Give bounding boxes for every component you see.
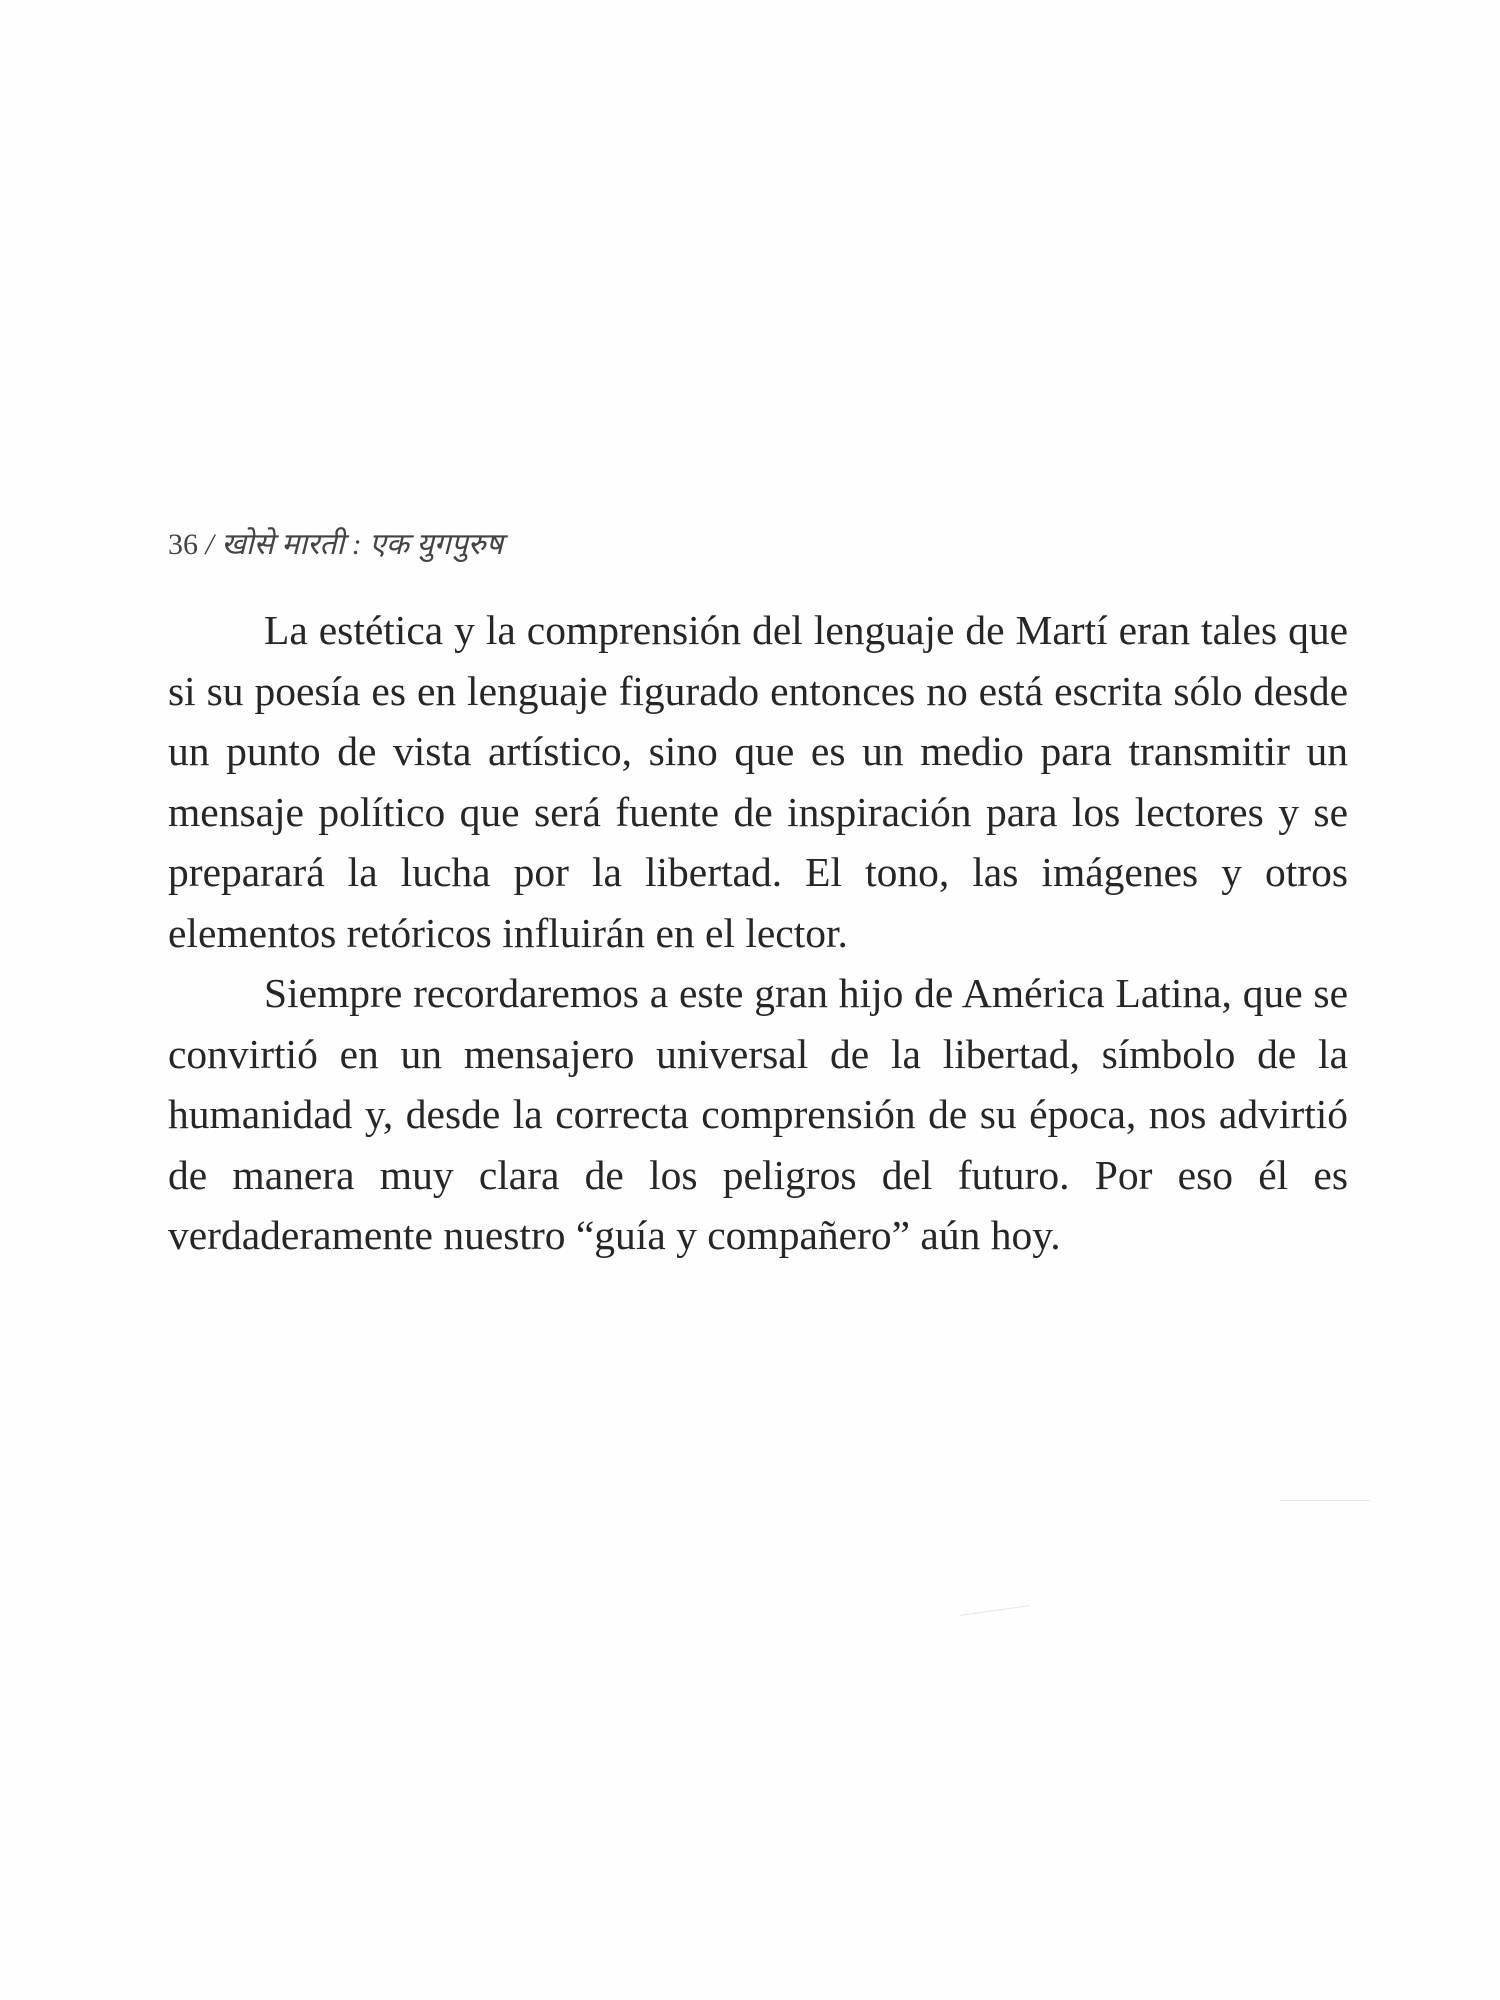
running-header	[168, 522, 503, 563]
page-number: 36	[168, 528, 198, 561]
paragraph-1: La estética y la comprensión del lenguaje de Martí eran tales que si su poesía es en lenguaje figurado entonces no está escrita sólo desde un punto de vista artístico, sino que es un medio para transmitir un mensaje político que será fuente de inspiración para los lectores y se preparará la lucha por la libertad. El tono, las imágenes y otros elementos retóricos influirán en el lector.	[168, 607, 1348, 956]
header-separator: /	[198, 528, 222, 561]
body-text	[168, 600, 1348, 1266]
running-title: खोसे मारती : एक युगपुरुष	[221, 528, 504, 561]
paragraph-2: Siempre recordaremos a este gran hijo de América Latina, que se convirtió en un mensajero universal de la libertad, símbolo de la humanidad y, desde la correcta comprensión de su época, nos advirtió de manera muy clara de los peligros del futuro. Por eso él es verdaderamente nuestro “guía y compañero” aún hoy.	[168, 970, 1348, 1258]
scan-artifact-line	[960, 1605, 1029, 1616]
scan-artifact-line	[1280, 1500, 1370, 1501]
